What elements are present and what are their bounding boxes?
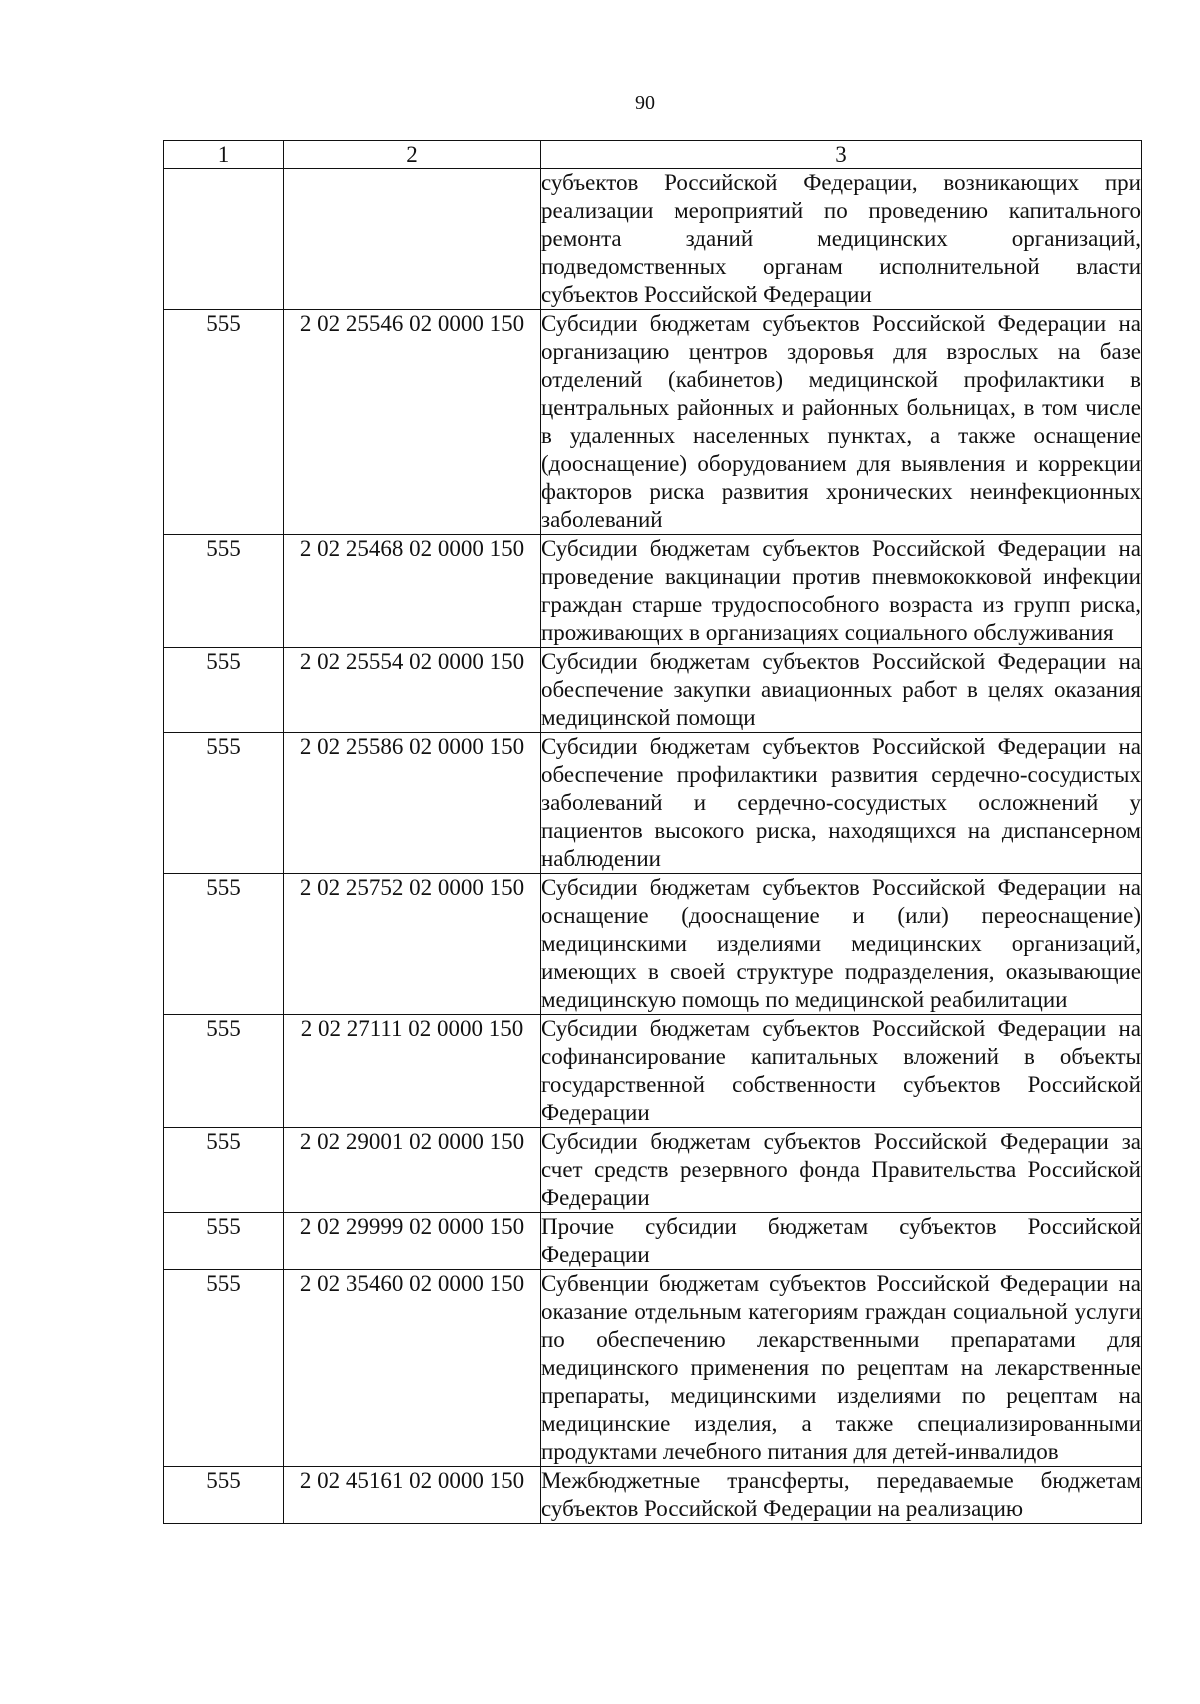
description-cell xyxy=(541,1128,1142,1213)
budget-code-cell xyxy=(284,169,541,310)
table-row xyxy=(164,1015,1142,1128)
description-cell xyxy=(541,535,1142,648)
description-text: Субвенции бюджетам субъектов Российской Федерации на оказание отдельным категориям граждан социальной услуги по обеспечению лекарственными препаратами для медицинского применения по рецептам на лекарственные препараты, медицинскими изделиями по рецептам на медицинские изделия, а также специализированными продуктами лечебного питания для детей-инвалидов xyxy=(541,1271,1141,1464)
budget-code-cell: 2 02 25752 02 0000 150 xyxy=(284,874,541,1015)
admin-code-cell: 555 xyxy=(164,733,284,874)
table-header-row xyxy=(164,141,1142,169)
table-row xyxy=(164,1467,1142,1524)
table-row xyxy=(164,648,1142,733)
budget-code-cell: 2 02 25586 02 0000 150 xyxy=(284,733,541,874)
description-text: субъектов Российской Федерации, возникающих при реализации мероприятий по проведению капитального ремонта зданий медицинских организаций, подведомственных органам исполнительной власти субъектов Российской Федерации xyxy=(541,170,1141,307)
admin-code-cell: 555 xyxy=(164,1128,284,1213)
description-cell xyxy=(541,310,1142,535)
admin-code-cell: 555 xyxy=(164,535,284,648)
table-row xyxy=(164,733,1142,874)
description-text: Субсидии бюджетам субъектов Российской Федерации за счет средств резервного фонда Правительства Российской Федерации xyxy=(541,1129,1141,1210)
table-row xyxy=(164,1128,1142,1213)
description-cell xyxy=(541,1467,1142,1524)
description-text: Субсидии бюджетам субъектов Российской Федерации на проведение вакцинации против пневмококковой инфекции граждан старше трудоспособного возраста из групп риска, проживающих в организациях социального обслуживания xyxy=(541,536,1141,645)
budget-code-cell: 2 02 45161 02 0000 150 xyxy=(284,1467,541,1524)
budget-code-cell: 2 02 29999 02 0000 150 xyxy=(284,1213,541,1270)
description-text: Субсидии бюджетам субъектов Российской Федерации на софинансирование капитальных вложений в объекты государственной собственности субъектов Российской Федерации xyxy=(541,1016,1141,1125)
admin-code-cell: 555 xyxy=(164,648,284,733)
description-text: Прочие субсидии бюджетам субъектов Российской Федерации xyxy=(541,1214,1141,1267)
admin-code-cell: 555 xyxy=(164,1213,284,1270)
description-cell xyxy=(541,1213,1142,1270)
description-cell xyxy=(541,874,1142,1015)
column-header-3: 3 xyxy=(541,141,1142,169)
admin-code-cell: 555 xyxy=(164,1467,284,1524)
description-cell xyxy=(541,733,1142,874)
admin-code-cell: 555 xyxy=(164,310,284,535)
admin-code-cell xyxy=(164,169,284,310)
budget-code-cell: 2 02 27111 02 0000 150 xyxy=(284,1015,541,1128)
description-cell xyxy=(541,169,1142,310)
description-text: Субсидии бюджетам субъектов Российской Федерации на обеспечение профилактики развития сердечно-сосудистых заболеваний и сердечно-сосудистых осложнений у пациентов высокого риска, находящихся на диспансерном наблюдении xyxy=(541,734,1141,871)
column-header-1: 1 xyxy=(164,141,284,169)
budget-code-cell: 2 02 25546 02 0000 150 xyxy=(284,310,541,535)
table-row xyxy=(164,535,1142,648)
table-row xyxy=(164,874,1142,1015)
table-row xyxy=(164,1213,1142,1270)
budget-code-cell: 2 02 25468 02 0000 150 xyxy=(284,535,541,648)
page-number: 90 xyxy=(635,92,655,114)
budget-code-cell: 2 02 25554 02 0000 150 xyxy=(284,648,541,733)
description-text: Субсидии бюджетам субъектов Российской Федерации на оснащение (дооснащение и (или) переоснащение) медицинскими изделиями медицинских организаций, имеющих в своей структуре подразделения, оказывающие медицинскую помощь по медицинской реабилитации xyxy=(541,875,1141,1012)
table-row xyxy=(164,169,1142,310)
budget-code-cell: 2 02 35460 02 0000 150 xyxy=(284,1270,541,1467)
admin-code-cell: 555 xyxy=(164,1270,284,1467)
description-text: Межбюджетные трансферты, передаваемые бюджетам субъектов Российской Федерации на реализацию xyxy=(541,1468,1141,1521)
admin-code-cell: 555 xyxy=(164,874,284,1015)
table-row xyxy=(164,1270,1142,1467)
description-text: Субсидии бюджетам субъектов Российской Федерации на организацию центров здоровья для взрослых на базе отделений (кабинетов) медицинской профилактики в центральных районных и районных больницах, в том числе в удаленных населенных пунктах, а также оснащение (дооснащение) оборудованием для выявления и коррекции факторов риска развития хронических неинфекционных заболеваний xyxy=(541,311,1141,532)
table-row xyxy=(164,310,1142,535)
admin-code-cell: 555 xyxy=(164,1015,284,1128)
description-text: Субсидии бюджетам субъектов Российской Федерации на обеспечение закупки авиационных работ в целях оказания медицинской помощи xyxy=(541,649,1141,730)
budget-classification-table xyxy=(163,140,1142,1524)
budget-code-cell: 2 02 29001 02 0000 150 xyxy=(284,1128,541,1213)
description-cell xyxy=(541,1270,1142,1467)
description-cell xyxy=(541,1015,1142,1128)
column-header-2: 2 xyxy=(284,141,541,169)
description-cell xyxy=(541,648,1142,733)
